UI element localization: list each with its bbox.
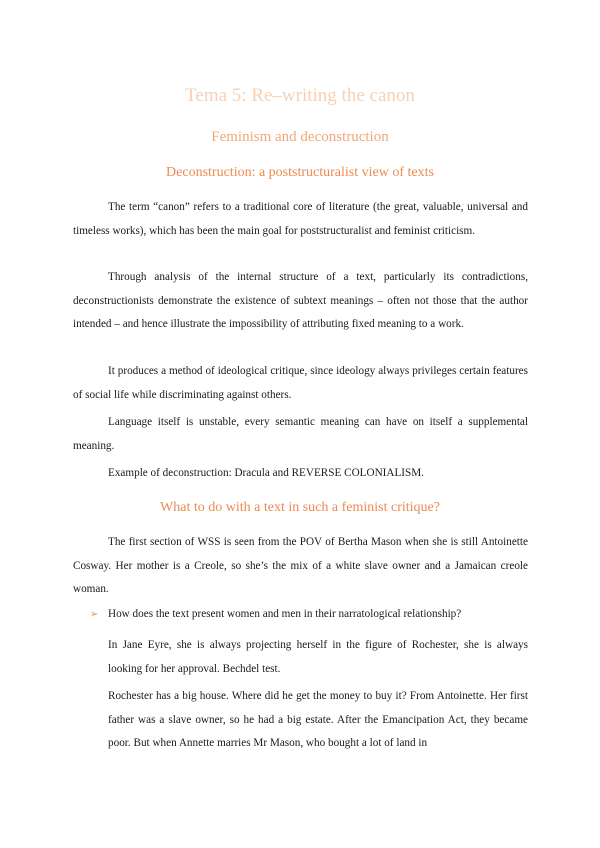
paragraph-ideological-critique: It produces a method of ideological critique, since ideology always privileges certain features of social life while discriminating against others. xyxy=(73,365,528,401)
paragraph-language-unstable: Language itself is unstable, every semantic meaning can have on itself a supplemental meaning. xyxy=(73,416,528,452)
document-subtitle: Feminism and deconstruction xyxy=(211,129,389,145)
paragraph-canon-definition: The term “canon” refers to a traditional core of literature (the great, valuable, universal and timeless works), which has been the main goal for poststructuralist and feminist criticism. xyxy=(73,201,528,237)
sub-paragraph-jane-eyre: In Jane Eyre, she is always projecting herself in the figure of Rochester, she is always looking for her approval. Bechdel test. xyxy=(108,639,528,675)
document-title: Tema 5: Re–writing the canon xyxy=(185,85,415,106)
paragraph-example-dracula: Example of deconstruction: Dracula and REVERSE COLONIALISM. xyxy=(108,467,424,479)
bullet-question-text: How does the text present women and men in their narratological relationship? xyxy=(108,608,462,620)
paragraph-wss-pov: The first section of WSS is seen from the POV of Bertha Mason when she is still Antoinette Cosway. Her mother is a Creole, so she’s the mix of a white slave owner and a Jamaican creole woman. xyxy=(73,536,528,595)
sub-paragraph-rochester-house: Rochester has a big house. Where did he get the money to buy it? From Antoinette. Her first father was a slave owner, so he had a big estate. After the Emancipation Act, they became poor. But when Annette marries Mr Mason, who bought a lot of land in xyxy=(108,690,528,749)
paragraph-internal-structure: Through analysis of the internal structure of a text, particularly its contradictions, deconstructionists demonstrate the existence of subtext meanings – often not those that the author intended – and hence illustrate the impossibility of attributing fixed meaning to a work. xyxy=(73,271,528,330)
arrow-bullet-icon: ➢ xyxy=(90,609,99,620)
section-heading-feminist-critique: What to do with a text in such a feminist critique? xyxy=(160,500,440,515)
bullet-item-question xyxy=(90,603,530,627)
section-heading-deconstruction: Deconstruction: a poststructuralist view of texts xyxy=(166,165,434,180)
